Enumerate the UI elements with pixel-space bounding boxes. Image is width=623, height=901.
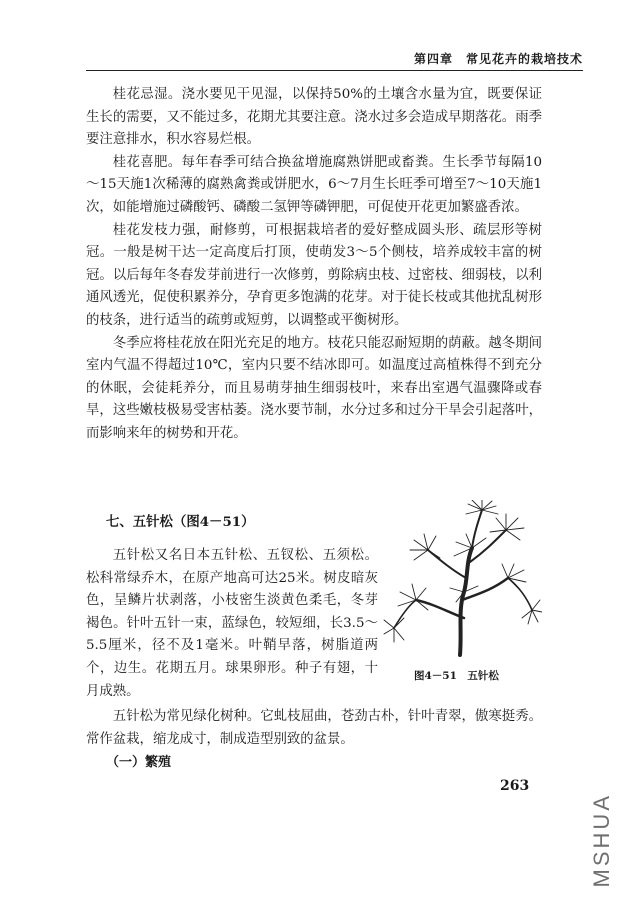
section-description: 五针松又名日本五针松、五钗松、五须松。松科常绿乔木，在原产地高可达25米。树皮暗灰色，呈鳞片状剥落，小枝密生淡黄色柔毛，冬芽褐色。针叶五针一束，蓝绿色，较短细，长3.5～5.5厘米，径不及1毫米。叶鞘早落，树脂道两个，边生。花期五月。球果卵形。种子有翅，十月成熟。 xyxy=(86,548,378,699)
watermark: MSHUA xyxy=(589,792,614,887)
main-text xyxy=(86,84,542,446)
section-description-block xyxy=(86,545,378,703)
paragraph-overwintering: 冬季应将桂花放在阳光充足的地方。枝花只能忍耐短期的荫蔽。越冬期间室内气温不得超过10℃，室内只要不结冰即可。如温度过高植株得不到充分的休眠，会徒耗养分，而且易萌芽抽生细弱枝叶，来春出室遇气温骤降或春旱，这些嫩枝极易受害枯萎。浇水要节制，水分过多和过分干旱会引起落叶，而影响来年的树势和开花。 xyxy=(86,335,542,441)
header-rule xyxy=(86,70,583,71)
figure-caption: 图4－51 五针松 xyxy=(414,670,499,682)
usage-paragraph: 五针松为常见绿化树种。它虬枝屈曲，苍劲古朴，针叶青翠，傲寒挺秀。常作盆栽，缩龙成寸，制成造型别致的盆景。 xyxy=(86,709,542,747)
section-heading: 七、五针松（图4－51） xyxy=(106,514,255,530)
pine-tree-icon xyxy=(382,500,542,660)
running-header: 第四章 常见花卉的栽培技术 xyxy=(413,52,583,66)
propagation-subheading: （一）繁殖 xyxy=(106,755,172,770)
paragraph-fertilizing: 桂花喜肥。每年春季可结合换盆增施腐熟饼肥或畜粪。生长季节每隔10～15天施1次稀薄的腐熟禽粪或饼肥水，6～7月生长旺季可增至7～10天施1次，如能增施过磷酸钙、磷酸二氢钾等磷钾肥，可促使开花更加繁盛香浓。 xyxy=(86,154,542,215)
paragraph-watering: 桂花忌湿。浇水要见干见湿，以保持50%的土壤含水量为宜，既要保证生长的需要，又不能过多，花期尤其要注意。浇水过多会造成早期落花。雨季要注意排水，积水容易烂根。 xyxy=(86,87,542,148)
page-number: 263 xyxy=(500,778,530,794)
usage-block xyxy=(86,706,542,751)
pine-tree-illustration xyxy=(382,500,542,660)
paragraph-pruning: 桂花发枝力强，耐修剪，可根据栽培者的爱好整成圆头形、疏层形等树冠。一般是树干达一定高度后打顶，使萌发3～5个侧枝，培养成较丰富的树冠。以后每年冬春发芽前进行一次修剪，剪除病虫枝、过密枝、细弱枝，以利通风透光，促使积累养分，孕育更多饱满的花芽。对于徒长枝或其他扰乱树形的枝条，进行适当的疏剪或短剪，以调整或平衡树形。 xyxy=(86,222,542,328)
